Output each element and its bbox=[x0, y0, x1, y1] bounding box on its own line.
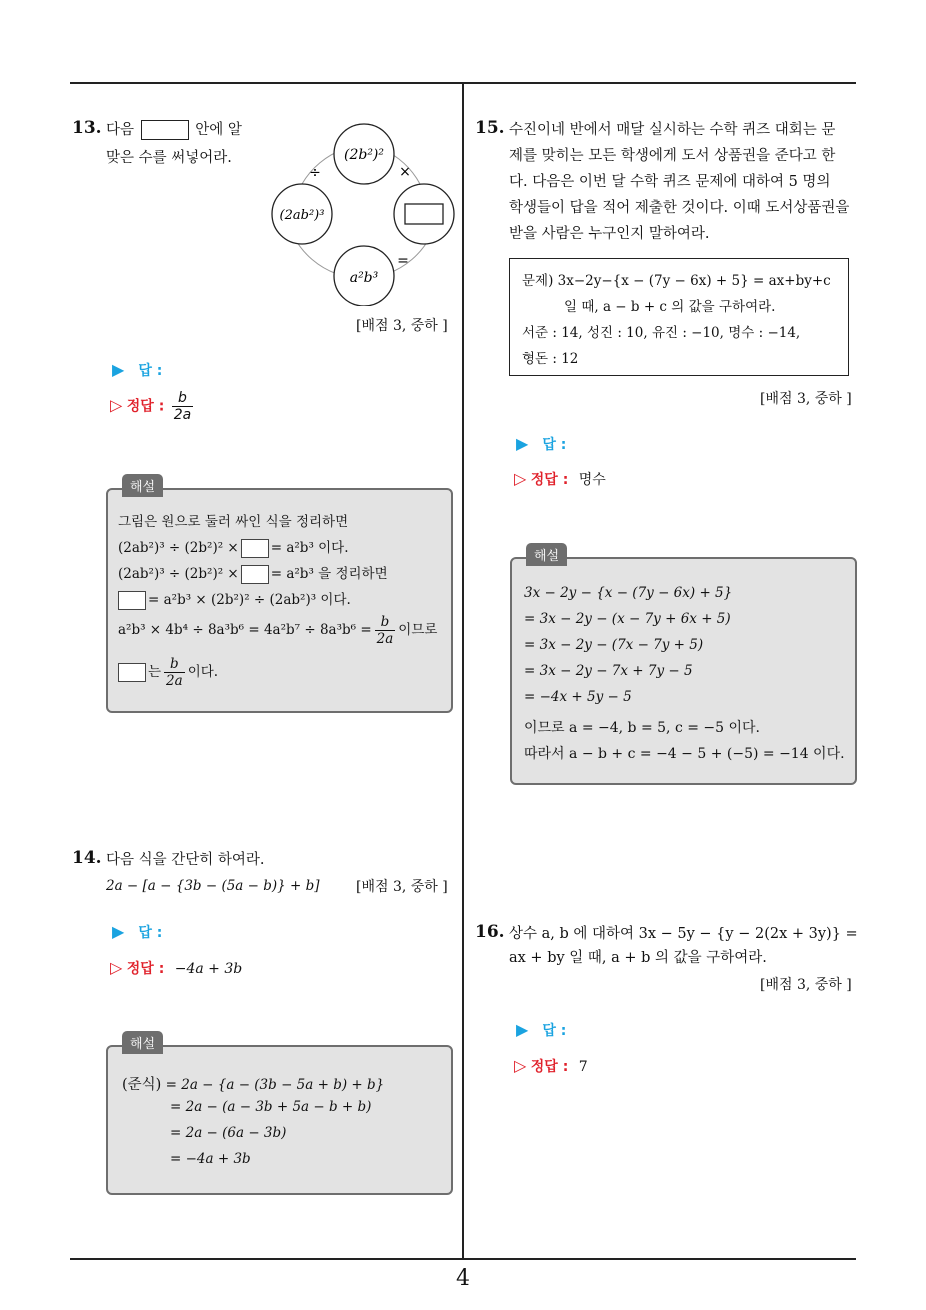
q14-explanation-tag: 해설 bbox=[122, 1031, 163, 1054]
q13-text-line2: 맞은 수를 써넣어라. bbox=[106, 150, 232, 166]
q13-explanation bbox=[106, 480, 453, 713]
op-equals: = bbox=[397, 253, 409, 269]
play-icon: ▶ bbox=[112, 360, 125, 379]
q15-correct-value: 명수 bbox=[578, 472, 606, 488]
q15-score: [배점 3, 중하 ] bbox=[760, 391, 852, 407]
play-icon: ▶ bbox=[112, 922, 125, 941]
q15-box-line1: 문제) 3x−2y−{x − (7y − 6x) + 5} = ax+by+c bbox=[522, 273, 831, 289]
q13-correct-row bbox=[110, 390, 196, 423]
q15-exp-line4: = 3x − 2y − 7x + 7y − 5 bbox=[524, 663, 693, 679]
q13-text-b: 안에 알 bbox=[195, 122, 242, 138]
q14-expression: 2a − [a − {3b − (5a − b)} + b] bbox=[106, 878, 320, 894]
q14-answer-row bbox=[112, 922, 162, 942]
circle-top-label: (2b²)² bbox=[343, 147, 385, 163]
q16-answer-label: 답 : bbox=[542, 1023, 567, 1039]
q16-line1: 상수 a, b 에 대하여 3x − 5y − {y − 2(2x + 3y)} = bbox=[509, 926, 858, 942]
circle-right-blank-box bbox=[405, 204, 443, 224]
q14-exp-line2: = 2a − (a − 3b + 5a − b + b) bbox=[170, 1099, 372, 1115]
q14-text: 다음 식을 간단히 하여라. bbox=[106, 852, 265, 868]
q14-correct-row bbox=[110, 958, 242, 978]
q13-explanation-tag: 해설 bbox=[122, 474, 163, 497]
q15-explanation-tag: 해설 bbox=[526, 543, 567, 566]
q15-correct-row bbox=[514, 469, 606, 489]
play-icon: ▶ bbox=[516, 1020, 529, 1039]
q14-score: [배점 3, 중하 ] bbox=[356, 879, 448, 895]
page-number: 4 bbox=[456, 1266, 470, 1291]
q14-exp-line4: = −4a + 3b bbox=[170, 1151, 251, 1167]
q16-line2: ax + by 일 때, a + b 의 값을 구하여라. bbox=[509, 950, 767, 966]
q13-exp-line2: (2ab²)³ ÷ (2b²)² × = a²b³ 이다. bbox=[118, 540, 349, 556]
q15-exp-line5: = −4x + 5y − 5 bbox=[524, 689, 632, 705]
q14-exp-line3: = 2a − (6a − 3b) bbox=[170, 1125, 287, 1141]
q16-correct-value: 7 bbox=[578, 1059, 588, 1075]
q15-line4: 학생들이 답을 적어 제출한 것이다. 이때 도서상품권을 bbox=[509, 200, 850, 216]
circle-left-label: (2ab²)³ bbox=[279, 208, 325, 223]
q13-exp-line3: (2ab²)³ ÷ (2b²)² × = a²b³ 을 정리하면 bbox=[118, 566, 388, 582]
q15-problem-box bbox=[509, 258, 849, 376]
q13-cycle-diagram bbox=[262, 122, 462, 306]
q15-exp-line2: = 3x − 2y − (x − 7y + 6x + 5) bbox=[524, 611, 731, 627]
q15-exp-line7: 따라서 a − b + c = −4 − 5 + (−5) = −14 이다. bbox=[524, 746, 845, 762]
q15-line3: 다. 다음은 이번 달 수학 퀴즈 문제에 대하여 5 명의 bbox=[509, 174, 831, 190]
q16-answer-row bbox=[516, 1020, 566, 1040]
q15-box-line2: 일 때, a − b + c 의 값을 구하여라. bbox=[564, 299, 776, 315]
q13-text-line1 bbox=[106, 116, 242, 144]
q14-number: 14. bbox=[72, 848, 102, 868]
q16-number: 16. bbox=[475, 922, 505, 942]
outline-triangle-icon: ▷ bbox=[110, 958, 123, 977]
bottom-rule bbox=[70, 1258, 856, 1260]
q14-explanation bbox=[106, 1037, 453, 1195]
q13-exp-line1: 그림은 원으로 둘러 싸인 식을 정리하면 bbox=[118, 514, 349, 530]
q15-line2: 제를 맞히는 모든 학생에게 도서 상품권을 준다고 한 bbox=[509, 148, 836, 164]
op-divide: ÷ bbox=[309, 165, 321, 181]
q15-exp-line3: = 3x − 2y − (7x − 7y + 5) bbox=[524, 637, 704, 653]
q15-box-line3: 서준 : 14, 성진 : 10, 유진 : −10, 명수 : −14, bbox=[522, 325, 801, 341]
q14-correct-label: 정답 : bbox=[126, 961, 165, 977]
q13-blank-box bbox=[141, 120, 189, 140]
q14-answer-label: 답 : bbox=[138, 925, 163, 941]
outline-triangle-icon: ▷ bbox=[110, 395, 123, 415]
q15-line1: 수진이네 반에서 매달 실시하는 수학 퀴즈 대회는 문 bbox=[509, 122, 836, 138]
q13-number: 13. bbox=[72, 118, 102, 138]
q15-answer-label: 답 : bbox=[542, 437, 567, 453]
q14-exp-line1: (준식) = 2a − {a − (3b − 5a + b) + b} bbox=[122, 1077, 385, 1093]
outline-triangle-icon: ▷ bbox=[514, 469, 527, 488]
circle-bottom-label: a²b³ bbox=[349, 270, 379, 286]
q15-answer-row bbox=[516, 434, 566, 454]
q13-exp-line4: = a²b³ × (2b²)² ÷ (2ab²)³ 이다. bbox=[118, 588, 351, 610]
q16-score: [배점 3, 중하 ] bbox=[760, 977, 852, 993]
q14-correct-value: −4a + 3b bbox=[174, 961, 243, 977]
q13-text-a: 다음 bbox=[106, 122, 135, 138]
op-multiply: × bbox=[399, 164, 411, 180]
q16-correct-label: 정답 : bbox=[530, 1059, 569, 1075]
column-divider bbox=[462, 84, 464, 1260]
q13-exp-line5: a²b³ × 4b⁴ ÷ 8a³b⁶ = 4a²b⁷ ÷ 8a³b⁶ = $\frac{b}{2a}$ 이므로 bbox=[118, 614, 438, 647]
q15-box-line4: 형돈 : 12 bbox=[522, 351, 579, 367]
q15-line5: 받을 사람은 누구인지 말하여라. bbox=[509, 226, 710, 242]
q13-score: [배점 3, 중하 ] bbox=[356, 318, 448, 334]
q15-explanation bbox=[510, 549, 857, 785]
q13-exp-line6: 는 $\frac{b}{2a}$ 이다. bbox=[118, 656, 218, 689]
q13-answer-label: 답 : bbox=[138, 363, 163, 379]
outline-triangle-icon: ▷ bbox=[514, 1056, 527, 1075]
q13-answer-row bbox=[112, 360, 162, 380]
q15-exp-line1: 3x − 2y − {x − (7y − 6x) + 5} bbox=[524, 585, 733, 601]
q15-correct-label: 정답 : bbox=[530, 472, 569, 488]
play-icon: ▶ bbox=[516, 434, 529, 453]
q13-correct-label: 정답 : bbox=[126, 398, 165, 415]
q16-correct-row bbox=[514, 1056, 588, 1076]
q13-correct-value: $\frac{b}{2a}$ bbox=[173, 390, 192, 423]
q15-number: 15. bbox=[475, 118, 505, 138]
q15-exp-line6: 이므로 a = −4, b = 5, c = −5 이다. bbox=[524, 720, 760, 736]
